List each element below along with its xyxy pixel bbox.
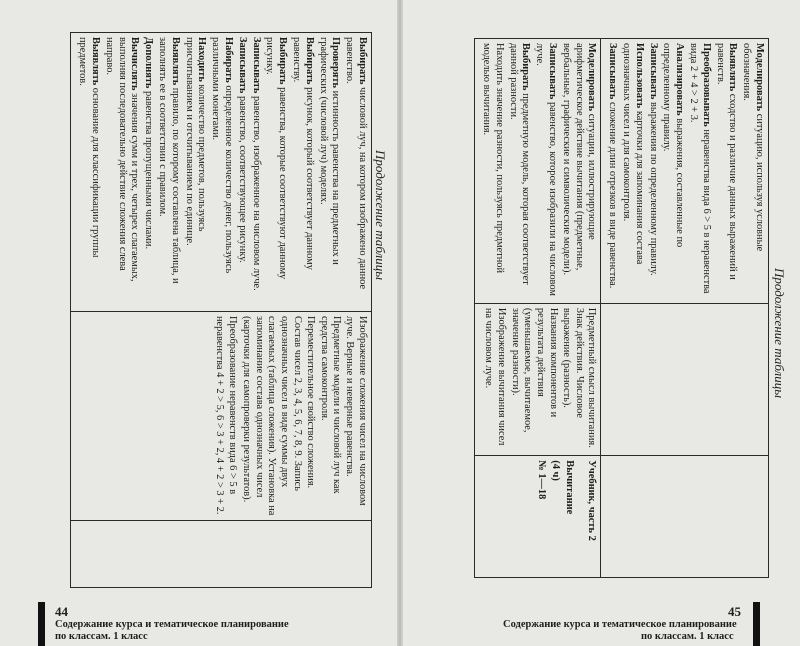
footer-subtitle: по классам. 1 класс — [55, 631, 148, 642]
activity-item — [506, 43, 532, 299]
activity-keyword: Записывать — [547, 43, 559, 100]
activity-keyword: Выявлять — [90, 37, 102, 86]
activity-keyword: Выбирать — [277, 37, 289, 85]
activity-cell — [475, 39, 601, 304]
activity-text: неравенства вида 6 > 5 в неравенства вида 2 + 4 > 2 + 3. — [688, 43, 712, 294]
activity-cell — [71, 33, 372, 312]
activity-keyword: Выбирать — [303, 37, 315, 85]
activity-text: определенное количество денег, пользуясь различными монетами. — [210, 37, 235, 274]
activity-text: выражения по определенному правилу. — [647, 99, 659, 276]
activity-keyword: Выявлять — [727, 43, 739, 92]
section-numbers: № 1—18 — [536, 460, 548, 500]
activity-item — [182, 37, 208, 307]
table-row — [71, 33, 372, 588]
activity-item — [559, 43, 597, 299]
topic-paragraph: Переместительное свойство сложения. Состав чисел 2, 3, 4, 5, 6, 7, 8, 9. Запись однозначных чисел в виде суммы двух слагаемых (таблица сложения). Установка на запоминание состава однозначных чисел (карточки для самопроверки результатов). — [240, 316, 316, 516]
activity-item — [342, 37, 368, 307]
activity-text: сходство и различие данных выражений и равенств. — [714, 43, 739, 280]
activity-keyword: Проверять — [330, 37, 342, 89]
activity-text: значения сумм и трех, четырех слагаемых, выполняя последовательно действие сложения слева направо. — [103, 37, 141, 282]
activity-keyword: Набирать — [223, 37, 235, 83]
right-page — [403, 0, 800, 646]
activity-item — [619, 43, 645, 299]
topic-paragraph: Предметный смысл вычитания. Знак действия. Числовое выражение (разность). Названия компонентов и результата действия (уменьшаемое, вычитаемое, значение разности). — [509, 307, 598, 448]
activity-item — [141, 37, 154, 307]
topic-paragraph: Преобразование неравенств вида 6 > 5 в неравенства 4 + 2 > 5, 6 > 3 + 2, 4 + 2 > 3 + 2. — [214, 316, 239, 515]
activity-item — [605, 43, 618, 299]
activity-cell — [601, 39, 769, 304]
section-cell — [475, 456, 601, 578]
page-number: 44 — [55, 604, 68, 619]
activity-keyword: Анализировать — [674, 43, 686, 116]
activity-text: ситуацию, используя условные обозначения. — [741, 43, 765, 252]
activity-keyword: Записывать — [236, 37, 248, 94]
activity-keyword: Моделировать — [586, 43, 598, 112]
activity-text: выражения, составленные по определенному правилу. — [661, 43, 686, 248]
activity-list — [479, 43, 597, 299]
activity-keyword: Выбирать — [520, 43, 532, 91]
topic-cell — [71, 312, 372, 521]
plan-table — [70, 32, 372, 588]
activity-keyword: Использовать — [633, 43, 645, 109]
activity-item — [102, 37, 140, 307]
activity-item — [739, 43, 765, 299]
activity-keyword: Записывать — [250, 37, 262, 94]
activity-keyword: Записывать — [607, 43, 619, 100]
activity-text: Находить значение разности, пользуясь предметной моделью вычитания. — [481, 43, 505, 274]
page-number: 45 — [728, 604, 741, 619]
activity-text: истинность равенства на предметных и графических (числовой луч) моделях. — [317, 37, 342, 265]
topic-cell — [601, 303, 769, 455]
footer-bar — [753, 602, 760, 646]
activity-item — [713, 43, 739, 299]
activity-item — [479, 43, 505, 299]
topic-paragraph: Изображение вычитания чисел на числовом луче. — [483, 307, 507, 446]
section-cell — [71, 521, 372, 588]
activity-text: рисунок, который соответствует данному равенству. — [291, 37, 315, 270]
activity-item — [208, 37, 234, 307]
activity-text: предметную модель, которая соответствует данной разности. — [507, 43, 532, 285]
activity-item — [646, 43, 659, 299]
activity-keyword: Находить — [196, 37, 208, 82]
section-title: Вычитание — [563, 460, 575, 515]
activity-text: числовой луч, на котором изображено данное равенство. — [344, 37, 368, 290]
activity-item — [263, 37, 289, 307]
activity-keyword: Выбирать — [357, 37, 368, 85]
section-cell — [601, 456, 769, 578]
activity-keyword: Моделировать — [754, 43, 765, 112]
activity-text: сложение длин отрезков в виде равенства. — [607, 99, 619, 289]
left-page — [0, 0, 397, 646]
activity-text: равенства пропущенными числами. — [143, 88, 155, 250]
activity-item — [235, 37, 248, 307]
activity-item — [532, 43, 558, 299]
page-footer — [403, 602, 800, 646]
activity-text: правило, по которому составлена таблица, и заполнять ее в соответствии с правилом. — [157, 37, 181, 284]
activity-item — [249, 37, 262, 307]
running-header: Продолжение таблицы — [373, 150, 388, 281]
table-row — [475, 39, 601, 578]
activity-text: равенства, которые соответствуют данному рисунку. — [264, 37, 289, 280]
page-footer — [0, 602, 397, 646]
activity-keyword: Записывать — [647, 43, 659, 100]
topic-cell — [475, 303, 601, 455]
running-header: Продолжение таблицы — [772, 268, 787, 399]
footer-title: Содержание курса и тематическое планирование — [503, 619, 737, 630]
activity-text: равенство, которое изобразили на числовом луче. — [534, 43, 559, 296]
book-title: Учебник, часть 2 — [586, 460, 598, 541]
topic-paragraph: Изображение сложения чисел на числовом луче. Верные и неверные равенства. Предметные модели и числовой луч как средства самоконтроля. — [318, 316, 368, 506]
activity-item — [289, 37, 315, 307]
activity-text: количество предметов, пользуясь присчитыванием и отсчитыванием по единице. — [183, 37, 208, 246]
footer-bar — [38, 602, 45, 646]
footer-title: Содержание курса и тематическое планирование — [55, 619, 289, 630]
activity-text: карточки для запоминания состава однозначных чисел и для самоконтроля. — [621, 43, 645, 265]
activity-item — [75, 37, 101, 307]
activity-item — [316, 37, 342, 307]
activity-text: ситуации, иллюстрирующие арифметическое действие вычитания (предметные, вербальные, графические и символические модели). — [560, 43, 598, 276]
plan-table — [474, 38, 769, 578]
activity-keyword: Преобразовывать — [700, 43, 712, 127]
activity-list — [605, 43, 765, 299]
activity-text: равенство, соответствующее рисунку. — [236, 93, 248, 263]
activity-item — [660, 43, 686, 299]
activity-text: основание для классификации группы предметов. — [77, 37, 102, 258]
activity-keyword: Дополнять — [143, 37, 155, 89]
footer-subtitle: по классам. 1 класс — [641, 631, 734, 642]
table-row — [601, 39, 769, 578]
activity-item — [155, 37, 181, 307]
activity-keyword: Вычислять — [129, 37, 141, 91]
activity-text: равенство, изображенное на числовом луче. — [250, 93, 262, 291]
activity-keyword: Выявлять — [169, 37, 181, 86]
activity-list — [75, 37, 368, 307]
activity-item — [686, 43, 712, 299]
section-hours: (4 ч) — [549, 460, 561, 481]
